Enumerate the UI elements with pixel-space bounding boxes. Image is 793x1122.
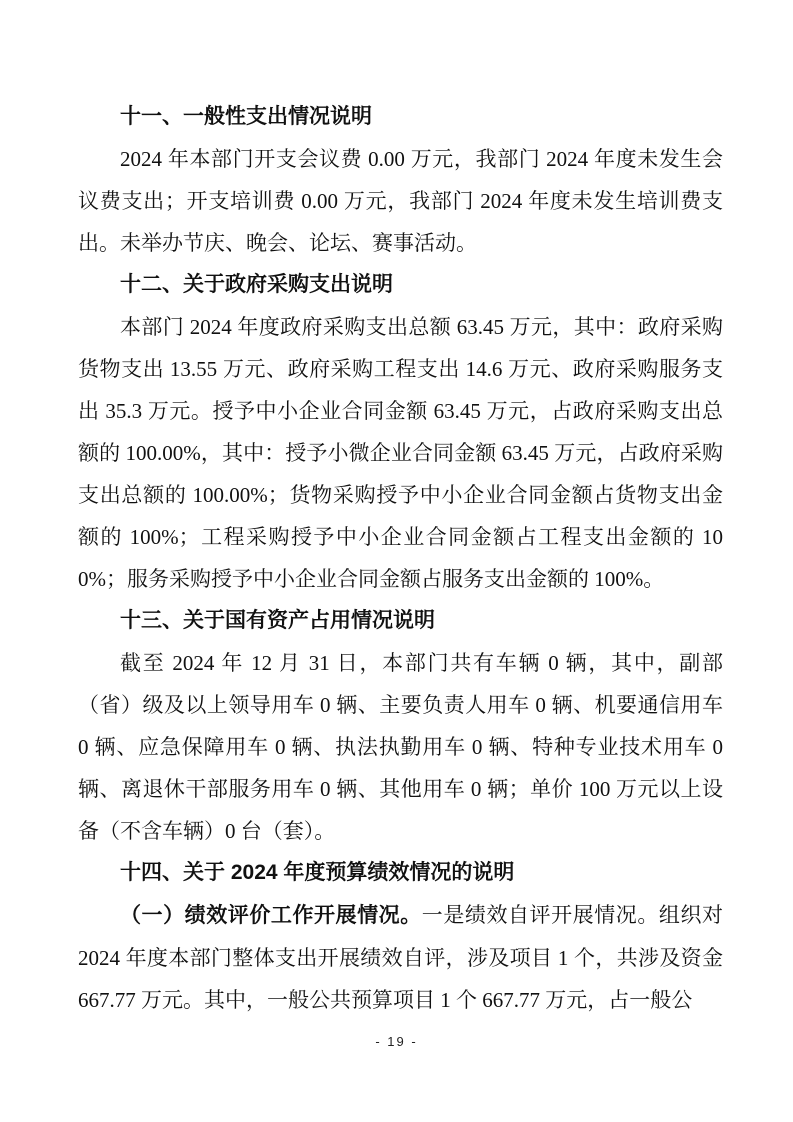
paragraph-state-assets: 截至 2024 年 12 月 31 日，本部门共有车辆 0 辆，其中，副部（省）级及以上领导用车 0 辆、主要负责人用车 0 辆、机要通信用车 0 辆、应急保障用车 0 辆、执法执勤用车 0 辆、特种专业技术用车 0 辆、离退休干部服务用车 0 辆、其他用车 0 辆；单价 100 万元以上设备（不含车辆）0 台（套）。: [78, 651, 723, 843]
paragraph-budget-performance-lead: （一）绩效评价工作开展情况。: [120, 904, 422, 927]
section-heading-11-general-expenses: 十一、一般性支出情况说明: [120, 105, 372, 128]
section-heading-12-government-procurement: 十二、关于政府采购支出说明: [120, 273, 393, 296]
paragraph-budget-performance: [78, 894, 723, 1021]
document-body: [78, 96, 723, 1021]
paragraph-general-expenses: 2024 年本部门开支会议费 0.00 万元，我部门 2024 年度未发生会议费支出；开支培训费 0.00 万元，我部门 2024 年度未发生培训费支出。未举办节庆、晚会、论坛、赛事活动。: [78, 147, 723, 255]
section-heading-13-state-assets: 十三、关于国有资产占用情况说明: [120, 609, 435, 632]
page-number: - 19 -: [375, 1034, 418, 1049]
section-heading-14-budget-performance: 十四、关于 2024 年度预算绩效情况的说明: [120, 861, 515, 884]
paragraph-budget-performance-text: 一是绩效自评开展情况。组织对 2024 年度本部门整体支出开展绩效自评，涉及项目 1 个，共涉及资金 667.77 万元。其中，一般公共预算项目 1 个 667.77 万元，占一般公: [78, 903, 724, 1012]
paragraph-government-procurement: 本部门 2024 年度政府采购支出总额 63.45 万元，其中：政府采购货物支出 13.55 万元、政府采购工程支出 14.6 万元、政府采购服务支出 35.3 万元。授予中小企业合同金额 63.45 万元，占政府采购支出总额的 100.00%，其中：授予小微企业合同金额 63.45 万元，占政府采购支出总额的 100.00%；货物采购授予中小企业合同金额占货物支出金额的 100%；工程采购授予中小企业合同金额占工程支出金额的 100%；服务采购授予中小企业合同金额占服务支出金额的 100%。: [78, 315, 723, 591]
